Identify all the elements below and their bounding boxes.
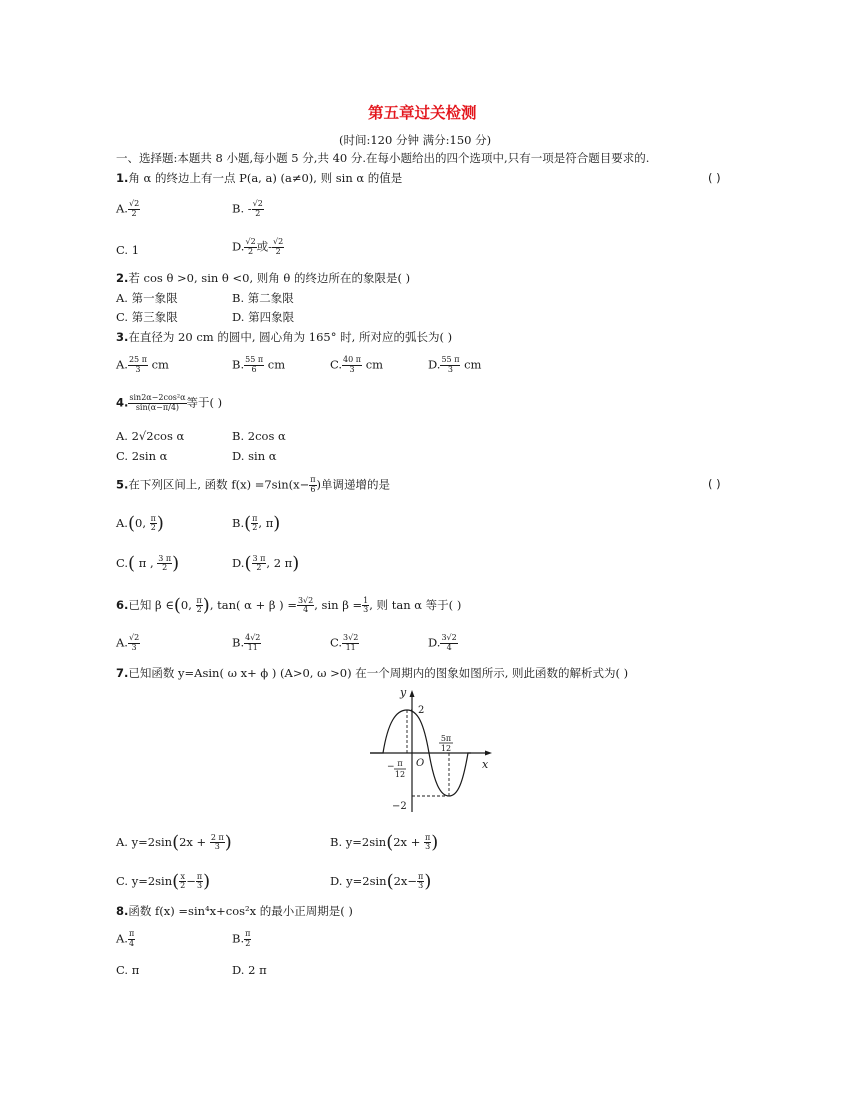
x-label: x [482, 758, 489, 771]
min-label: −2 [392, 801, 407, 812]
question-number: 2. [116, 271, 129, 285]
question-text: 角 α 的终边上有一点 P(a, a) (a≠0), 则 sin α 的值是 [128, 171, 403, 185]
fraction: $\frac{\pi}{4}$ [128, 929, 135, 948]
fraction: $\frac{3 \pi}{2}$ [158, 553, 172, 573]
fraction: $\frac{√2}{3}$ [128, 633, 140, 652]
sine-graph [368, 682, 508, 822]
fraction: $\frac{40 \pi}{3}$ [343, 355, 362, 374]
fraction: $\frac{\text{sin2α−2cos²α}}{\sin(\alpha-\pi/4)}$ [129, 393, 186, 412]
max-label: 2 [418, 705, 425, 716]
option-label: D. [232, 239, 245, 254]
question-text: 若 cos θ >0, sin θ <0, 则角 θ 的终边所在的象限是( ) [128, 271, 411, 285]
question-3 [116, 331, 452, 345]
option-3c: C. $\frac{40 \pi}{3}$ cm [330, 355, 384, 374]
option-1d: D. $\frac{√2}{2}$ 或- $\frac{√2}{2}$ [232, 237, 284, 256]
fraction: $\frac{\pi}{2}$ [150, 513, 156, 533]
option-6d: D. $\frac{3√2}{4}$ [428, 633, 457, 652]
option-4d: D. sin α [232, 449, 277, 463]
fraction: $\frac{4√2}{11}$ [245, 633, 261, 652]
option-4b: B. 2cos α [232, 429, 286, 443]
fraction: $\frac{√2}{2}$ [252, 199, 263, 218]
option-5b: B.( $\frac{\pi}{2}$ , π) [232, 513, 281, 534]
option-4a: A. 2√2cos α [116, 429, 185, 443]
option-8d: D. 2 π [232, 963, 267, 977]
question-number: 8. [116, 904, 129, 918]
option-5c: C.( π , $\frac{3 \pi}{2}$ ) [116, 553, 180, 574]
question-number: 7. [116, 666, 129, 680]
fraction: $\frac{3 \pi}{2}$ [252, 553, 266, 573]
option-5d: D.( $\frac{3 \pi}{2}$ , 2 π) [232, 553, 300, 574]
page-title: 第五章过关检测 [368, 104, 477, 122]
option-6a: A. $\frac{√2}{3}$ [116, 633, 140, 652]
y-arrow-icon [410, 690, 415, 697]
fraction: $\frac{\pi}{3}$ [424, 832, 431, 852]
option-8c: C. π [116, 963, 140, 977]
fraction: $\frac{3√2}{4}$ [441, 633, 457, 652]
section-heading: 一、选择题:本题共 8 小题,每小题 5 分,共 40 分.在每小题给出的四个选项中,只有一项是符合题目要求的. [116, 151, 650, 165]
option-6c: C. $\frac{3√2}{11}$ [330, 633, 359, 652]
option-7a: A. y=2sin(2x + $\frac{2 \pi}{3}$ ) [116, 832, 232, 853]
fraction: $\frac{2 \pi}{3}$ [210, 832, 224, 852]
answer-blank-5: ( ) [708, 477, 721, 491]
fraction: $\frac{√2}{2}$ [128, 199, 140, 218]
question-8 [116, 905, 353, 919]
answer-blank-1: ( ) [708, 171, 721, 185]
option-6b: B. $\frac{4√2}{11}$ [232, 633, 261, 652]
question-6: 6.已知 β ∈(0, $\frac{\pi}{2}$ ), tan( α + β ) = $\frac{3√2}{4}$ , sin β = $\frac{1}{3}$ , 则 tan α 等于( ) [116, 595, 462, 616]
option-1c: C. 1 [116, 243, 140, 257]
question-2 [116, 272, 410, 286]
question-number: 1. [116, 171, 129, 185]
fraction: $\frac{\pi}{6}$ [310, 475, 316, 494]
option-label: A. [116, 201, 128, 216]
question-number: 6. [116, 597, 129, 612]
option-5a: A.(0, $\frac{\pi}{2}$ ) [116, 513, 164, 534]
fraction: $\frac{\pi}{2}$ [196, 595, 202, 615]
option-3a: A. $\frac{25 \pi}{3}$ cm [116, 355, 169, 374]
question-7 [116, 667, 628, 681]
option-8a: A. $\frac{\pi}{4}$ [116, 929, 135, 948]
option-2c: C. 第三象限 [116, 310, 178, 324]
fraction: $\frac{3√2}{4}$ [297, 595, 314, 615]
question-text: 在直径为 20 cm 的圆中, 圆心角为 165° 时, 所对应的弧长为( ) [128, 330, 453, 344]
question-number: 3. [116, 330, 129, 344]
fraction: $\frac{x}{2}$ [180, 871, 186, 891]
origin-label: O [416, 758, 425, 769]
option-4c: C. 2sin α [116, 449, 168, 463]
option-8b: B. $\frac{\pi}{2}$ [232, 929, 251, 948]
question-5: 5.在下列区间上, 函数 f(x) =7sin(x− $\frac{\pi}{6}$ )单调递增的是 [116, 475, 391, 494]
right-den: 12 [440, 744, 452, 753]
option-2b: B. 第二象限 [232, 291, 294, 305]
option-3b: B. $\frac{55 \pi}{6}$ cm [232, 355, 286, 374]
option-label: B. [232, 201, 245, 216]
option-2d: D. 第四象限 [232, 310, 295, 324]
fraction: $\frac{\pi}{3}$ [418, 871, 424, 891]
option-7b: B. y=2sin(2x + $\frac{\pi}{3}$ ) [330, 832, 439, 853]
question-text: 等于( ) [186, 395, 223, 410]
fraction: $\frac{√2}{2}$ [245, 237, 256, 256]
right-num: 5π [440, 734, 452, 743]
question-number: 5. [116, 477, 129, 492]
fraction: $\frac{55 \pi}{3}$ [441, 355, 460, 374]
question-4 [116, 394, 222, 413]
option-2a: A. 第一象限 [116, 291, 178, 305]
y-label: y [400, 686, 407, 699]
fraction: $\frac{3√2}{11}$ [343, 633, 359, 652]
question-1 [116, 172, 402, 186]
question-text: 已知函数 y=Asin( ω x+ ϕ ) (A>0, ω >0) 在一个周期内的图象如图所示, 则此函数的解析式为( ) [128, 666, 629, 680]
fraction: $\frac{25 \pi}{3}$ [128, 355, 147, 374]
left-sign: − [387, 762, 395, 772]
fraction: $\frac{\pi}{3}$ [196, 871, 203, 891]
question-text: 函数 f(x) =sin⁴x+cos²x 的最小正周期是( ) [128, 904, 353, 918]
left-num: π [397, 759, 403, 768]
option-1a [116, 200, 140, 219]
left-den: 12 [394, 770, 406, 779]
option-7d: D. y=2sin(2x− $\frac{\pi}{3}$ ) [330, 871, 432, 892]
option-7c: C. y=2sin( $\frac{x}{2}$ − $\frac{\pi}{3}$ ) [116, 871, 211, 892]
exam-info: (时间:120 分钟 满分:150 分) [339, 133, 492, 147]
fraction: $\frac{55 \pi}{6}$ [245, 355, 264, 374]
fraction: $\frac{\pi}{2}$ [252, 513, 258, 533]
option-3d: D. $\frac{55 \pi}{3}$ cm [428, 355, 482, 374]
option-1b: B. - $\frac{√2}{2}$ [232, 199, 263, 218]
fraction: $\frac{1}{3}$ [363, 595, 369, 615]
fraction: $\frac{\pi}{2}$ [245, 929, 251, 948]
x-arrow-icon [485, 751, 492, 756]
question-number: 4. [116, 395, 129, 410]
fraction: $\frac{√2}{2}$ [273, 237, 284, 256]
